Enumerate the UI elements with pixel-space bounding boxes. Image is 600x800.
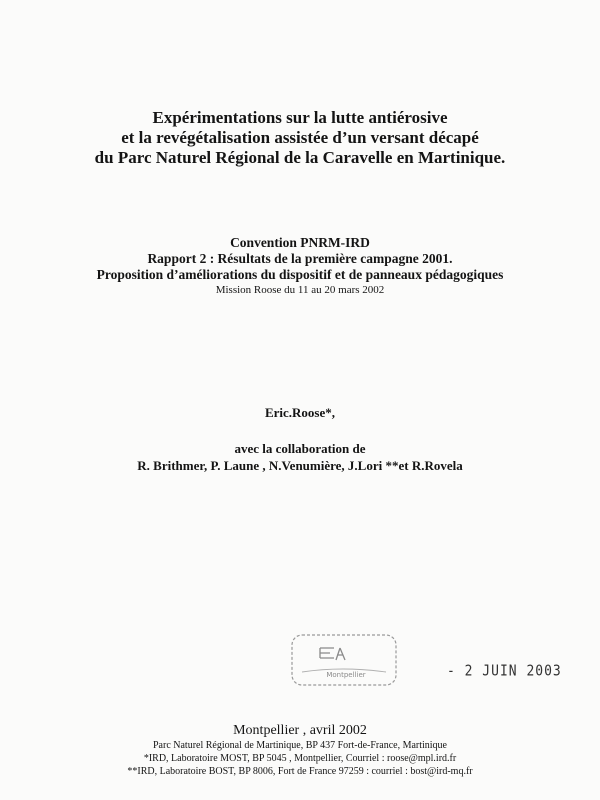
library-stamp	[290, 632, 398, 688]
title-line-2: et la revégétalisation assistée d’un versant décapé	[121, 128, 479, 147]
footer	[0, 722, 600, 778]
collaborator-names: R. Brithmer, P. Laune , N.Venumière, J.Lori **et R.Rovela	[137, 458, 463, 473]
collaboration-intro: avec la collaboration de	[234, 441, 366, 456]
city-date: Montpellier , avril 2002	[233, 723, 367, 738]
address-ird-bost: **IRD, Laboratoire BOST, BP 8006, Fort de France 97259 : courriel : bost@ird-mq.fr	[127, 766, 473, 777]
title-line-1: Expérimentations sur la lutte antiérosive	[152, 108, 448, 127]
convention-block	[0, 235, 600, 297]
proposal-line: Proposition d’améliorations du dispositif et de panneaux pédagogiques	[96, 267, 504, 282]
title-line-3: du Parc Naturel Régional de la Caravelle en Martinique.	[94, 148, 506, 167]
stamp-seal-text: Montpellier	[326, 671, 366, 679]
collaboration-block	[0, 440, 600, 474]
document-title	[0, 108, 600, 168]
convention-line: Convention PNRM-IRD	[230, 235, 370, 250]
mission-line: Mission Roose du 11 au 20 mars 2002	[215, 284, 385, 296]
author: Eric.Roose*,	[264, 405, 336, 420]
address-pnrm: Parc Naturel Régional de Martinique, BP 437 Fort-de-France, Martinique	[153, 740, 447, 751]
received-date-stamp: - 2 JUIN 2003	[447, 662, 562, 681]
address-ird-most: *IRD, Laboratoire MOST, BP 5045 , Montpellier, Courriel : roose@mpl.ird.fr	[143, 753, 457, 764]
report-line: Rapport 2 : Résultats de la première campagne 2001.	[147, 251, 453, 266]
